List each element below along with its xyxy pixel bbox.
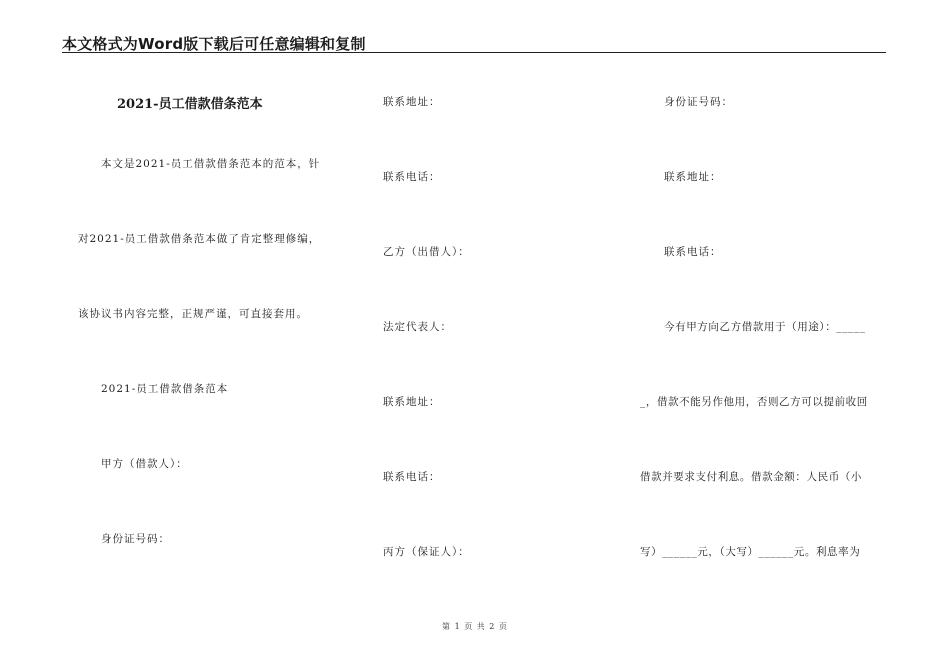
paragraph-line: 对2021-员工借款借条范本做了肯定整理修编， xyxy=(78,233,321,245)
field-label: 乙方（出借人）： xyxy=(383,246,470,258)
paragraph-line: 身份证号码： xyxy=(101,533,170,545)
paragraph-line: 今有甲方向乙方借款用于（用途）：_____ xyxy=(664,321,866,333)
paragraph-line: _，借款不能另作他用，否则乙方可以提前收回 xyxy=(640,396,868,408)
paragraph-line: 2021-员工借款借条范本 xyxy=(101,383,229,395)
field-label: 联系电话： xyxy=(664,246,722,258)
paragraph-line: 写）______元，（大写）______元。利息率为 xyxy=(640,546,861,558)
document-title: 2021-员工借款借条范本 xyxy=(117,97,263,112)
field-label: 联系地址： xyxy=(383,96,441,108)
paragraph-line: 甲方（借款人）： xyxy=(101,458,188,470)
header-divider xyxy=(62,52,886,53)
paragraph-line: 本文是2021-员工借款借条范本的范本，针 xyxy=(101,158,321,170)
field-label: 身份证号码： xyxy=(664,96,733,108)
field-label: 联系地址： xyxy=(664,171,722,183)
field-label: 联系地址： xyxy=(383,396,441,408)
field-label: 法定代表人： xyxy=(383,321,452,333)
paragraph-line: 该协议书内容完整，正规严谨，可直接套用。 xyxy=(78,308,308,320)
header-title: 本文格式为Word版下载后可任意编辑和复制 xyxy=(62,35,366,53)
paragraph-line: 借款并要求支付利息。借款金额：人民币（小 xyxy=(640,471,862,483)
page-number: 第 1 页 共 2 页 xyxy=(442,622,508,631)
field-label: 丙方（保证人）： xyxy=(383,546,470,558)
field-label: 联系电话： xyxy=(383,471,441,483)
field-label: 联系电话： xyxy=(383,171,441,183)
